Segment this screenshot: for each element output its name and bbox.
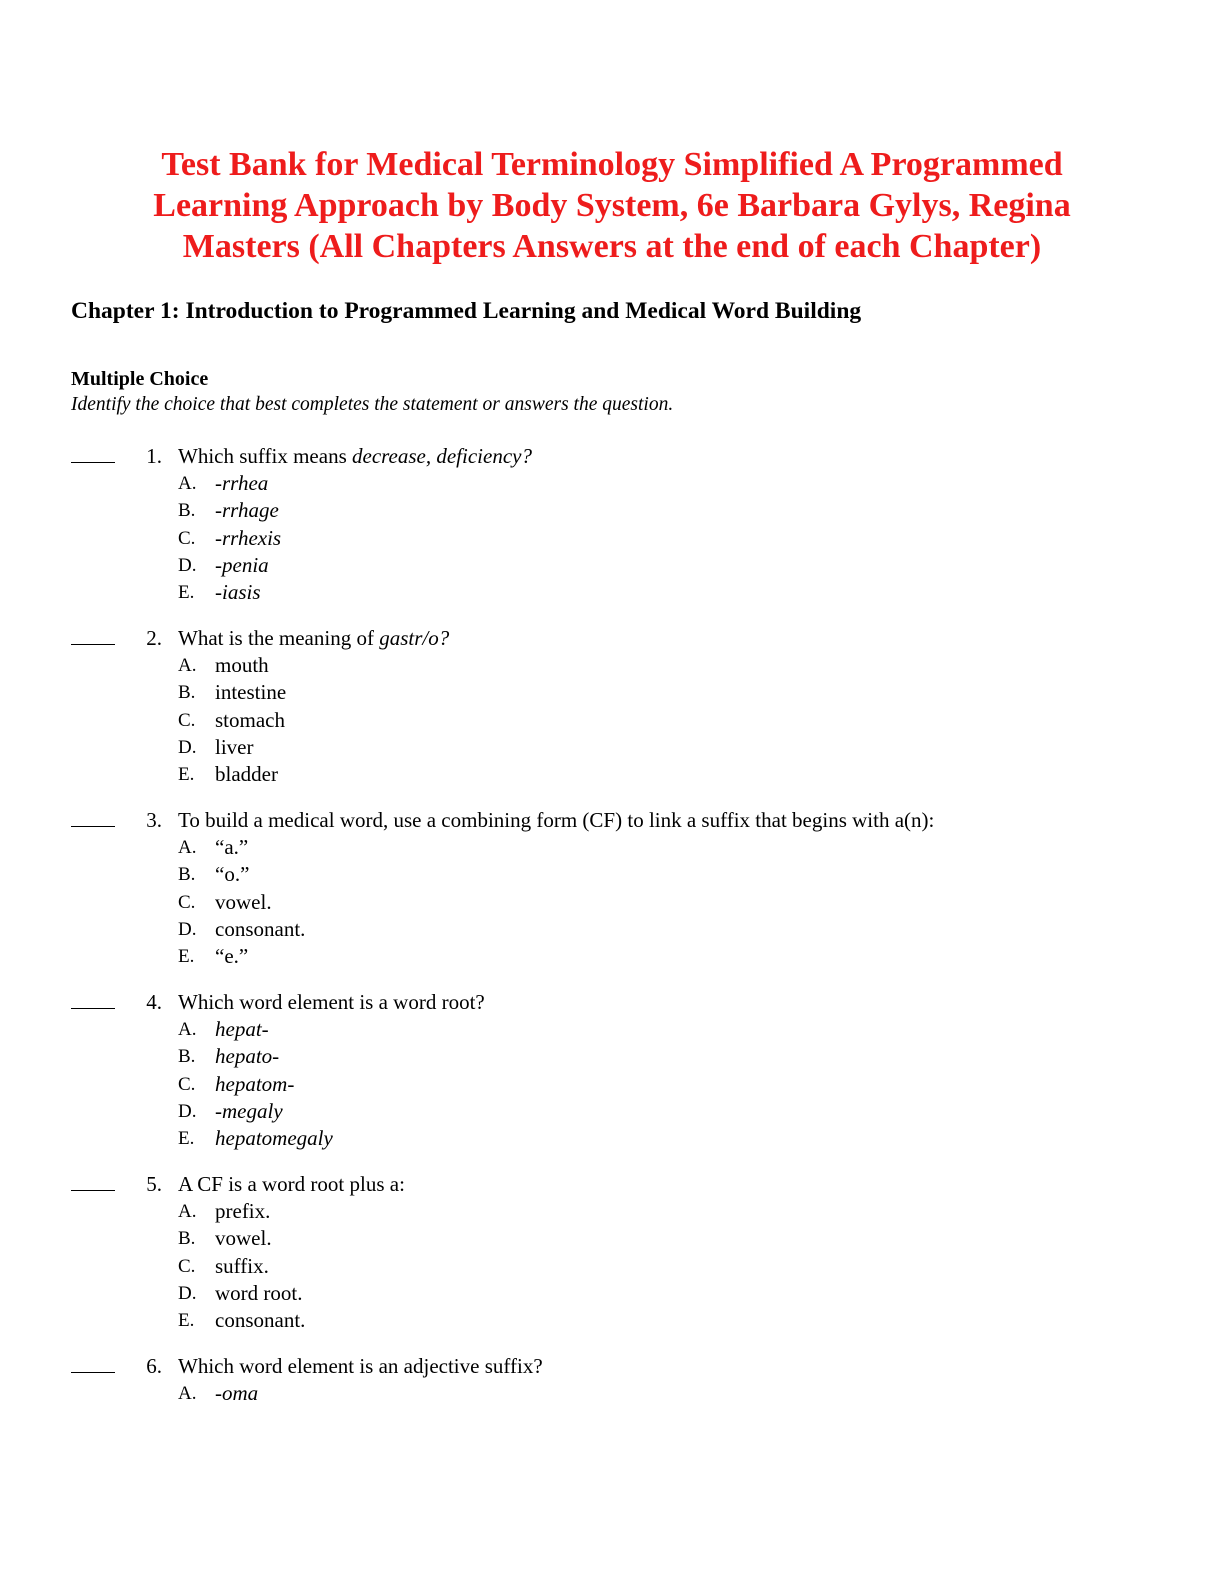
option-e [0, 761, 1224, 788]
option-letter: E. [178, 1128, 195, 1150]
option-d [0, 552, 1224, 579]
option-letter: B. [178, 1046, 196, 1068]
question-5 [0, 1170, 1224, 1370]
option-b [0, 861, 1224, 888]
document-title: Test Bank for Medical Terminology Simplified A Programmed Learning Approach by Body System, 6e Barbara Gylys, Regina Masters (All Chapters Answers at the end of each Chapter) [153, 146, 1071, 265]
option-text: mouth [215, 653, 269, 677]
option-text: bladder [215, 762, 278, 787]
option-text: -rrhage [215, 498, 279, 523]
chapter-heading: Chapter 1: Introduction to Programmed Learning and Medical Word Building [71, 298, 862, 324]
question-stem-text: To build a medical word, use a combining form (CF) to link a suffix that begins with a(n): [178, 808, 935, 832]
option-e [0, 579, 1224, 606]
question-stem-text: Which word element is a word root? [178, 990, 485, 1014]
option-letter: D. [178, 918, 197, 940]
option-a [0, 1380, 1224, 1407]
option-letter: C. [178, 1255, 196, 1277]
question-2 [0, 624, 1224, 824]
option-c [0, 525, 1224, 552]
question-number: 4. [146, 990, 162, 1014]
option-b [0, 497, 1224, 524]
option-letter: A. [178, 1201, 197, 1222]
option-letter: B. [178, 1228, 196, 1250]
answer-blank[interactable] [71, 624, 115, 645]
option-c [0, 1071, 1224, 1098]
option-text: liver [215, 734, 254, 759]
option-text: consonant. [215, 1308, 306, 1333]
option-letter: C. [178, 1073, 196, 1095]
option-letter: D. [178, 1282, 197, 1304]
question-stem-italic: decrease, deficiency? [352, 444, 532, 468]
question-stem [178, 624, 449, 652]
option-letter: D. [178, 1100, 197, 1122]
question-stem [178, 806, 934, 834]
option-c [0, 1253, 1224, 1280]
option-text: vowel. [215, 1226, 272, 1251]
option-d [0, 734, 1224, 761]
question-3 [0, 806, 1224, 1006]
option-a [0, 1016, 1224, 1043]
option-text: hepatomegaly [215, 1126, 333, 1151]
option-c [0, 889, 1224, 916]
option-letter: D. [178, 554, 197, 576]
question-stem [178, 1170, 405, 1198]
question-1 [0, 442, 1224, 642]
option-e [0, 1307, 1224, 1334]
question-stem-text: What is the meaning of [178, 626, 380, 650]
option-letter: A. [178, 1383, 197, 1404]
option-letter: A. [178, 473, 197, 494]
question-stem-text: A CF is a word root plus a: [178, 1172, 405, 1196]
option-text: hepatom- [215, 1071, 295, 1096]
question-number: 2. [146, 626, 162, 650]
answer-blank[interactable] [71, 1170, 115, 1191]
option-b [0, 1225, 1224, 1252]
option-letter: C. [178, 527, 196, 549]
option-text: suffix. [215, 1253, 269, 1278]
option-a [0, 834, 1224, 861]
question-4 [0, 988, 1224, 1188]
answer-blank[interactable] [71, 1352, 115, 1373]
question-stem [178, 1352, 543, 1380]
answer-blank[interactable] [71, 442, 115, 463]
question-number: 3. [146, 808, 162, 832]
question-stem [178, 442, 532, 470]
option-letter: C. [178, 709, 196, 731]
option-d [0, 916, 1224, 943]
option-letter: B. [178, 864, 196, 886]
option-text: intestine [215, 680, 287, 705]
option-letter: D. [178, 736, 197, 758]
option-text: “e.” [215, 944, 249, 969]
option-text: hepato- [215, 1044, 280, 1069]
option-letter: E. [178, 764, 195, 786]
answer-blank[interactable] [71, 988, 115, 1009]
question-number: 1. [146, 444, 162, 468]
option-text: “o.” [215, 862, 250, 887]
option-a [0, 470, 1224, 497]
answer-blank[interactable] [71, 806, 115, 827]
option-letter: A. [178, 1019, 197, 1040]
option-letter: A. [178, 655, 197, 676]
question-6 [0, 1352, 1224, 1552]
option-text: -rrhea [215, 471, 269, 495]
option-text: word root. [215, 1280, 303, 1305]
option-letter: E. [178, 1310, 195, 1332]
option-text: prefix. [215, 1199, 271, 1223]
option-d [0, 1280, 1224, 1307]
option-text: -penia [215, 552, 269, 577]
question-number: 5. [146, 1172, 162, 1196]
option-b [0, 679, 1224, 706]
option-e [0, 943, 1224, 970]
question-stem [178, 988, 485, 1016]
option-text: consonant. [215, 916, 306, 941]
instructions-text: Identify the choice that best completes the statement or answers the question. [71, 394, 674, 415]
option-text: vowel. [215, 889, 272, 914]
question-stem-italic: gastr/o? [379, 626, 450, 650]
option-letter: E. [178, 946, 195, 968]
option-d [0, 1098, 1224, 1125]
option-letter: B. [178, 500, 196, 522]
option-text: “a.” [215, 835, 249, 859]
option-letter: B. [178, 682, 196, 704]
option-letter: E. [178, 582, 195, 604]
option-text: stomach [215, 707, 285, 732]
option-text: -iasis [215, 580, 261, 605]
option-text: hepat- [215, 1017, 269, 1041]
question-number: 6. [146, 1354, 162, 1378]
option-text: -rrhexis [215, 525, 282, 550]
option-letter: C. [178, 891, 196, 913]
option-text: -megaly [215, 1098, 283, 1123]
option-a [0, 652, 1224, 679]
option-c [0, 707, 1224, 734]
option-a [0, 1198, 1224, 1225]
option-text: -oma [215, 1381, 259, 1405]
option-letter: A. [178, 837, 197, 858]
question-stem-text: Which suffix means [178, 444, 352, 468]
option-e [0, 1125, 1224, 1152]
question-stem-text: Which word element is an adjective suffix? [178, 1354, 543, 1378]
section-heading: Multiple Choice [71, 368, 209, 390]
option-b [0, 1043, 1224, 1070]
